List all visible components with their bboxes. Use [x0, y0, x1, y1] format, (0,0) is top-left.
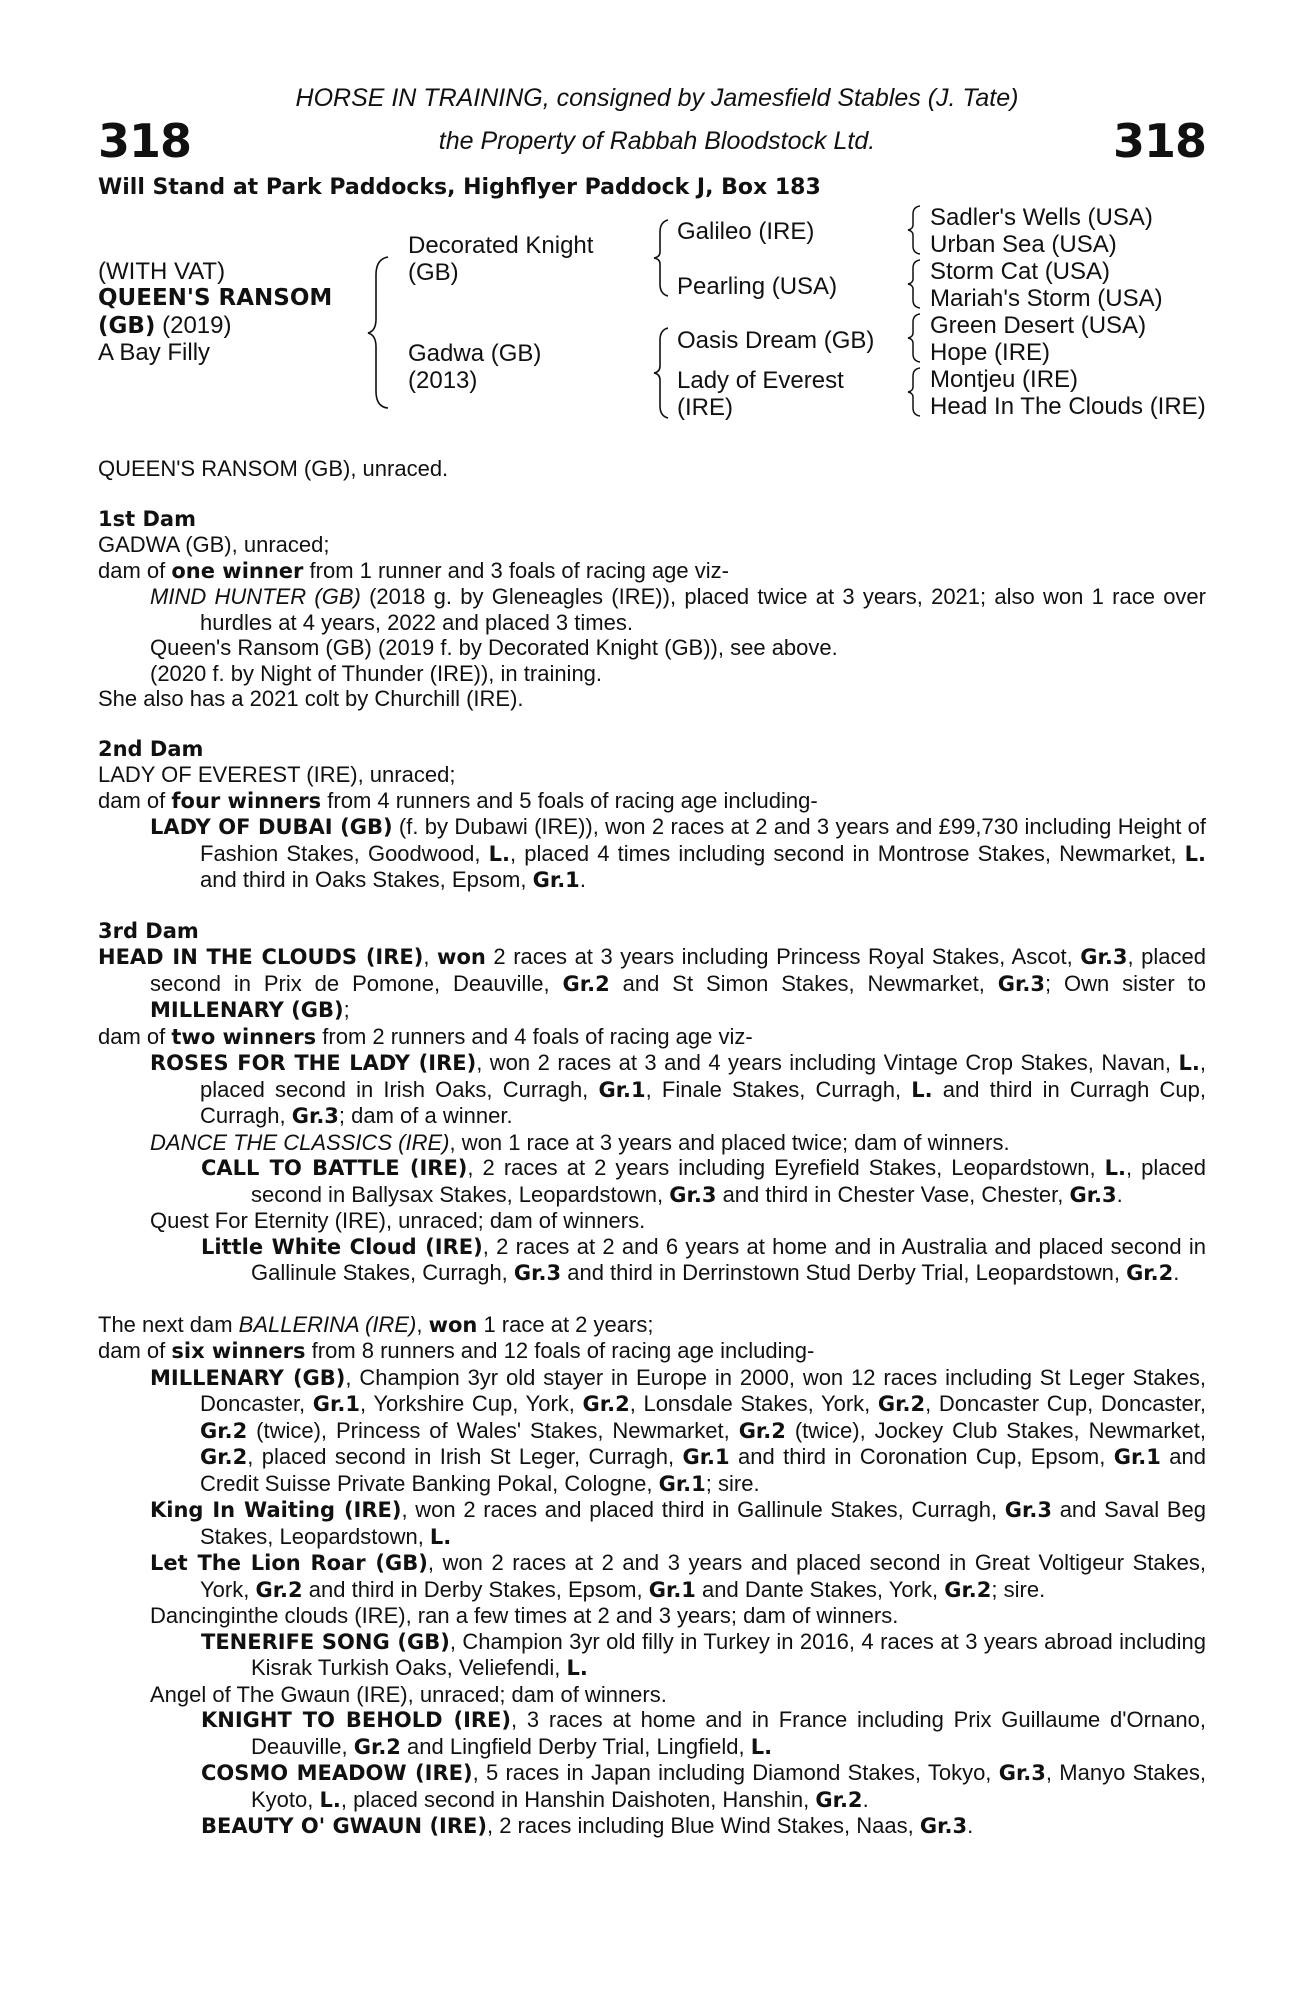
third-dam-record: HEAD IN THE CLOUDS (IRE), won 2 races at 3 years including Princess Royal Stakes, Ascot, Gr.3, placed second in Prix de Pomone, Deauville, Gr.2 and St Simon Stakes, Newmarket, Gr.3; Own sister to MILLENARY (GB);	[98, 944, 1206, 1022]
produce-let-the-lion-roar: Let The Lion Roar (GB), won 2 races at 2 and 3 years and placed second in Great Voltigeur Stakes, York, Gr.2 and third in Derby Stakes, Epsom, Gr.1 and Dante Stakes, York, Gr.2; sire.	[150, 1550, 1206, 1602]
ancestor-5: Green Desert (USA)	[930, 312, 1147, 339]
produce-angel-of-the-gwaun: Angel of The Gwaun (IRE), unraced; dam of winners.	[150, 1681, 667, 1707]
consignor-line: HORSE IN TRAINING, consigned by Jamesfield Stables (J. Tate)	[295, 84, 1019, 112]
second-dam-record: dam of four winners from 4 runners and 5 foals of racing age including-	[98, 787, 818, 813]
produce-queens-ransom: Queen's Ransom (GB) (2019 f. by Decorated Knight (GB)), see above.	[150, 635, 838, 660]
gen3-brace-4	[906, 366, 924, 418]
sire-origin: (GB)	[408, 259, 459, 286]
sire-sire: Galileo (IRE)	[677, 218, 815, 245]
horse-name-suffix: (GB)	[98, 313, 156, 339]
produce-cosmo-meadow: COSMO MEADOW (IRE), 5 races in Japan including Diamond Stakes, Tokyo, Gr.3, Manyo Stakes, Kyoto, L., placed second in Hanshin Daishoten, Hanshin, Gr.2.	[201, 1760, 1206, 1812]
horse-year: (2019)	[162, 312, 232, 339]
first-dam-record: dam of one winner from 1 runner and 3 foals of racing age viz-	[98, 557, 729, 583]
stand-location: Will Stand at Park Paddocks, Highflyer Paddock J, Box 183	[98, 175, 821, 200]
third-dam-heading: 3rd Dam	[98, 918, 199, 943]
second-dam-heading: 2nd Dam	[98, 736, 204, 761]
main-brace	[366, 255, 392, 410]
ancestor-7: Montjeu (IRE)	[930, 366, 1079, 393]
produce-tenerife-song: TENERIFE SONG (GB), Champion 3yr old filly in Turkey in 2016, 4 races at 3 years abroad including Kisrak Turkish Oaks, Veliefendi, L.	[201, 1628, 1206, 1680]
sire-dam: Pearling (USA)	[677, 273, 838, 300]
owner-line: the Property of Rabbah Bloodstock Ltd.	[438, 127, 876, 155]
dam: Gadwa (GB)	[408, 340, 542, 367]
first-dam-heading: 1st Dam	[98, 506, 196, 531]
dam-year: (2013)	[408, 367, 478, 394]
catalogue-body	[98, 456, 1206, 1840]
produce-roses-for-the-lady: ROSES FOR THE LADY (IRE), won 2 races at 3 and 4 years including Vintage Crop Stakes, Navan, L., placed second in Irish Oaks, Curragh, Gr.1, Finale Stakes, Curragh, L. and third in Curragh Cup, Curragh, Gr.3; dam of a winner.	[150, 1050, 1206, 1128]
gen3-brace-3	[906, 312, 924, 364]
produce-2021-colt: She also has a 2021 colt by Churchill (IRE).	[98, 686, 524, 711]
produce-beauty-o-gwaun: BEAUTY O' GWAUN (IRE), 2 races including Blue Wind Stakes, Naas, Gr.3.	[201, 1813, 974, 1838]
produce-quest-for-eternity: Quest For Eternity (IRE), unraced; dam of winners.	[150, 1208, 646, 1233]
produce-dancingintheclouds: Dancinginthe clouds (IRE), ran a few times at 2 and 3 years; dam of winners.	[150, 1603, 899, 1628]
produce-little-white-cloud: Little White Cloud (IRE), 2 races at 2 and 6 years at home and in Australia and placed second in Gallinule Stakes, Curragh, Gr.3 and third in Derrinstown Stud Derby Trial, Leopardstown, Gr.2.	[201, 1233, 1206, 1285]
next-dam-record: The next dam BALLERINA (IRE), won 1 race at 2 years;	[98, 1311, 654, 1337]
lot-number-left: 318	[98, 114, 192, 168]
horse-description: A Bay Filly	[98, 339, 211, 366]
produce-king-in-waiting: King In Waiting (IRE), won 2 races and placed third in Gallinule Stakes, Curragh, Gr.3 and Saval Beg Stakes, Leopardstown, L.	[150, 1497, 1206, 1549]
ancestor-3: Storm Cat (USA)	[930, 258, 1111, 285]
ancestor-1: Sadler's Wells (USA)	[930, 204, 1153, 231]
dam-dam-origin: (IRE)	[677, 394, 733, 421]
dam-brace	[652, 326, 672, 420]
vat-note: (WITH VAT)	[98, 258, 226, 285]
ancestor-8: Head In The Clouds (IRE)	[930, 393, 1206, 420]
next-dam-produce-summary: dam of six winners from 8 runners and 12 foals of racing age including-	[98, 1338, 815, 1363]
horse-origin-year	[98, 312, 231, 340]
dam-dam: Lady of Everest	[677, 367, 844, 394]
gen3-brace-2	[906, 258, 924, 310]
produce-lady-of-dubai: LADY OF DUBAI (GB) (f. by Dubawi (IRE)), won 2 races at 2 and 3 years and £99,730 including Height of Fashion Stakes, Goodwood, L., placed 4 times including second in Montrose Stakes, Newmarket, L. and third in Oaks Stakes, Epsom, Gr.1.	[150, 814, 1207, 892]
horse-name: QUEEN'S RANSOM	[98, 285, 333, 311]
produce-dance-the-classics: DANCE THE CLASSICS (IRE), won 1 race at 3 years and placed twice; dam of winners.	[150, 1129, 1010, 1155]
first-dam-name: GADWA (GB), unraced;	[98, 532, 330, 557]
second-dam-name: LADY OF EVEREST (IRE), unraced;	[98, 762, 456, 787]
produce-2020-filly: (2020 f. by Night of Thunder (IRE)), in training.	[150, 660, 603, 686]
ancestor-4: Mariah's Storm (USA)	[930, 285, 1163, 312]
produce-millenary: MILLENARY (GB), Champion 3yr old stayer in Europe in 2000, won 12 races including St Leger Stakes, Doncaster, Gr.1, Yorkshire Cup, York, Gr.2, Lonsdale Stakes, York, Gr.2, Doncaster Cup, Doncaster, Gr.2 (twice), Princess of Wales' Stakes, Newmarket, Gr.2 (twice), Jockey Club Stakes, Newmarket, Gr.2, placed second in Irish St Leger, Curragh, Gr.1 and third in Coronation Cup, Epsom, Gr.1 and Credit Suisse Private Banking Pokal, Cologne, Gr.1; sire.	[150, 1364, 1207, 1496]
third-dam-produce-summary: dam of two winners from 2 runners and 4 foals of racing age viz-	[98, 1023, 753, 1049]
gen3-brace-1	[906, 204, 924, 256]
produce-knight-to-behold: KNIGHT TO BEHOLD (IRE), 3 races at home and in France including Prix Guillaume d'Ornano, Deauville, Gr.2 and Lingfield Derby Trial, Lingfield, L.	[201, 1707, 1206, 1759]
lot-number-right: 318	[1112, 114, 1206, 168]
sire: Decorated Knight	[408, 232, 594, 259]
sire-brace	[652, 218, 672, 298]
produce-call-to-battle: CALL TO BATTLE (IRE), 2 races at 2 years including Eyrefield Stakes, Leopardstown, L., placed second in Ballysax Stakes, Leopardstown, Gr.3 and third in Chester Vase, Chester, Gr.3.	[201, 1155, 1206, 1207]
dam-sire: Oasis Dream (GB)	[677, 327, 875, 354]
ancestor-2: Urban Sea (USA)	[930, 231, 1117, 258]
ancestor-6: Hope (IRE)	[930, 339, 1051, 366]
produce-mind-hunter: MIND HUNTER (GB) (2018 g. by Gleneagles (IRE)), placed twice at 3 years, 2021; also won 1 race over hurdles at 4 years, 2022 and placed 3 times.	[150, 584, 1206, 635]
intro-line: QUEEN'S RANSOM (GB), unraced.	[98, 456, 449, 481]
